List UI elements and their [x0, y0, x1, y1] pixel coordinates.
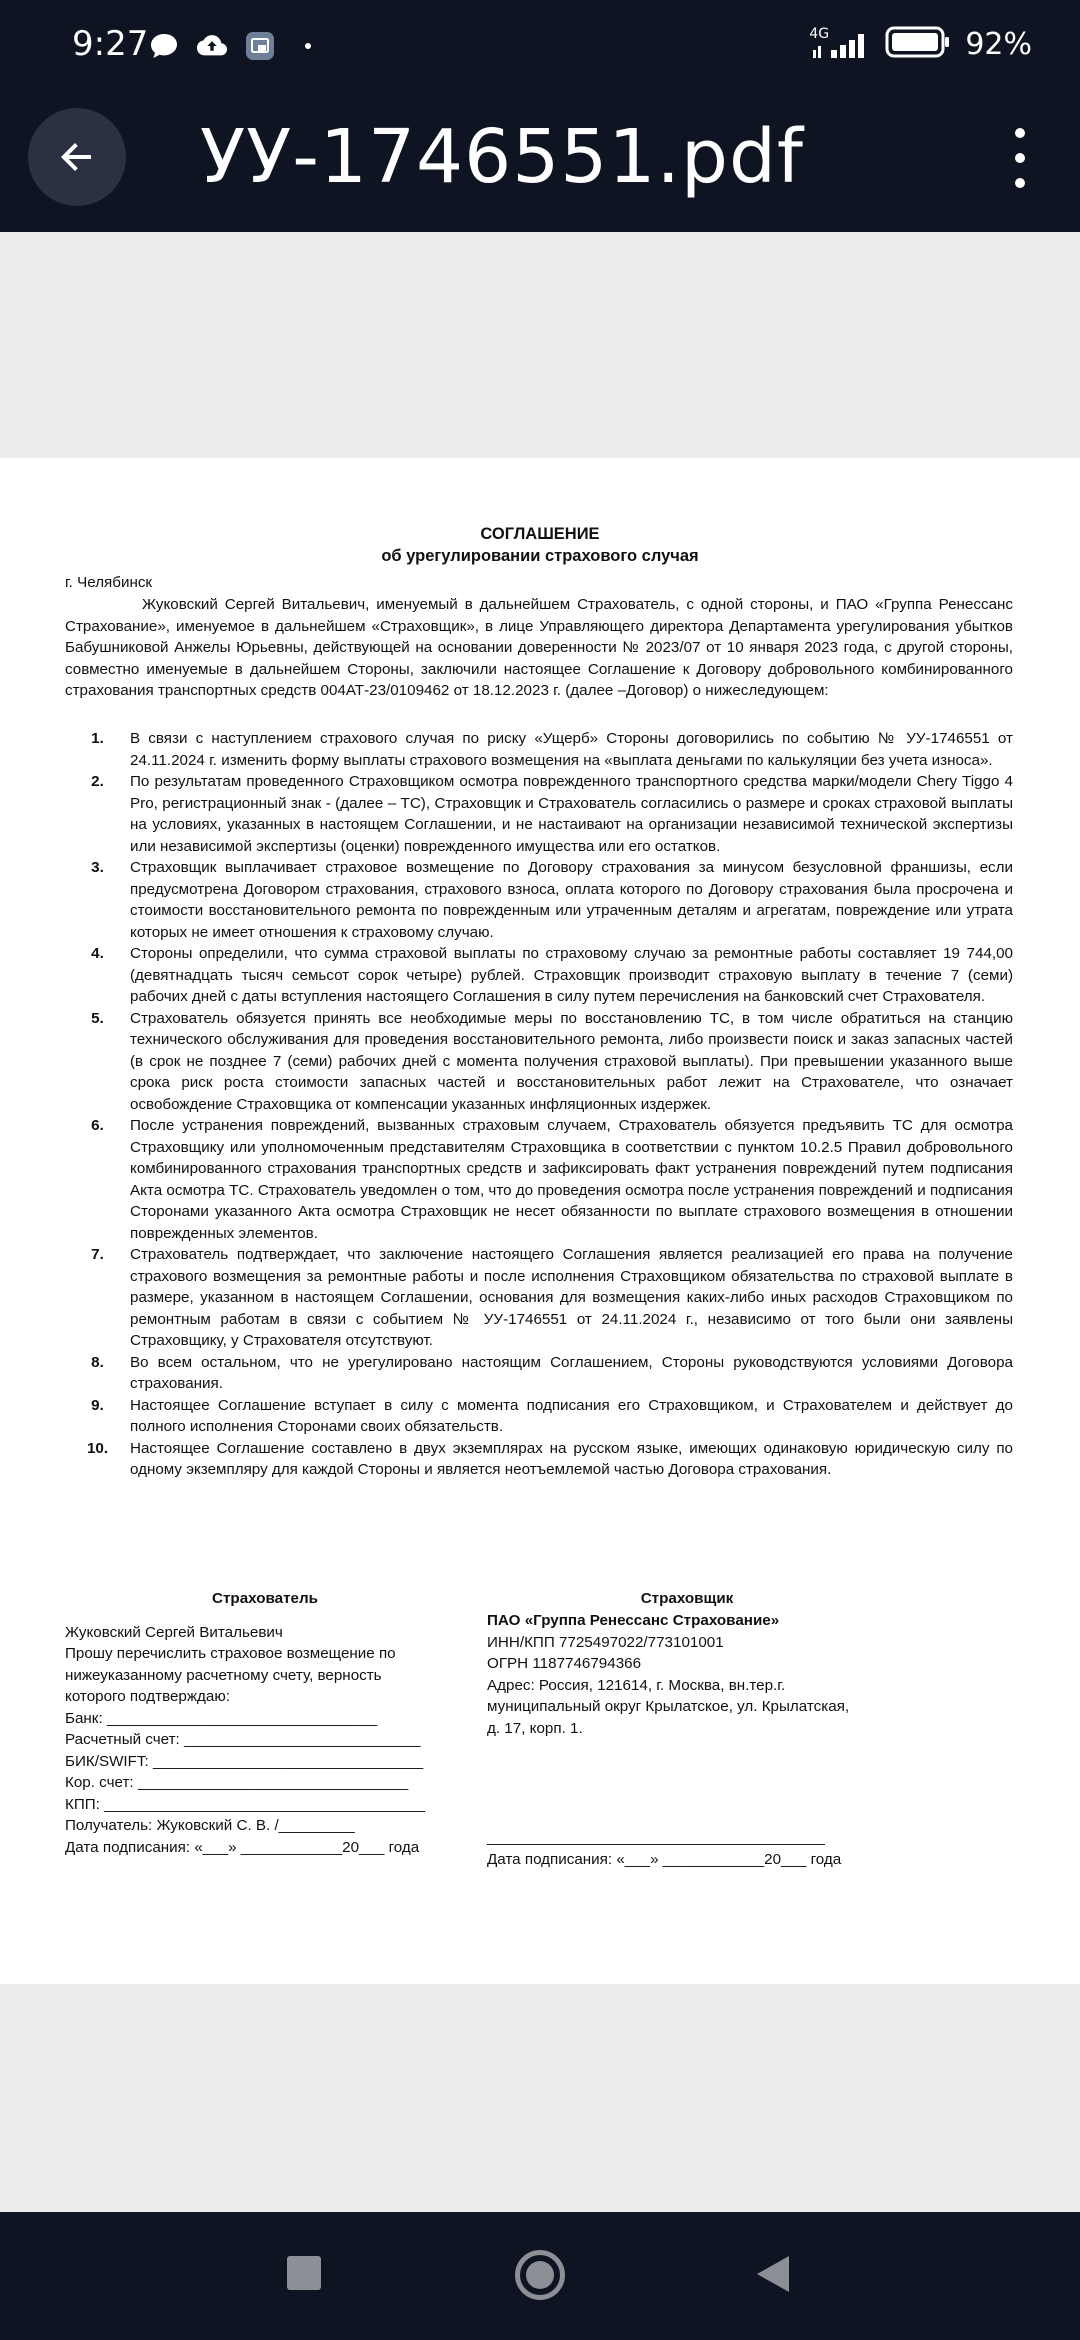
pdf-page[interactable] — [0, 458, 1080, 1984]
battery-icon — [885, 26, 951, 63]
bik-field: БИК/SWIFT: ________________________________ — [65, 1752, 424, 1770]
intro-paragraph: Жуковский Сергей Витальевич, именуемый в дальнейшем Страхователь, с одной стороны, и ПАО «Группа Ренессанс Страхование», именуемое в дальнейшем «Страховщик», в лице Управляющего директора Департамента урегулирования убытков Бабушниковой Анжелы Юрьевны, действующей на основании доверенности № 2023/07 от 10 января 2023 года, с другой стороны, совместно именуемые в дальнейшем Стороны, заключили настоящее Соглашение к Договору добровольного комбинированного страхования транспортных средств 004АТ-23/0109462 от 18.12.2023 г. (далее –Договор) о нижеследующем: — [65, 596, 1013, 699]
bank-field: Банк: ________________________________ — [65, 1709, 378, 1727]
clause — [65, 1352, 1013, 1395]
clause-text: Стороны определили, что сумма страховой выплаты по страховому случаю за ремонтные работы составляет 19 744,00 (девятнадцать тысяч семьсот сорок четыре) рублей. Страховщик производит страховую выплату в течение 7 (семи) рабочих дней с даты вступления настоящего Соглашения в силу путем перечисления на банковский счет Страхователя. — [130, 945, 1013, 1005]
clause-number: 10. — [86, 1439, 109, 1457]
clause — [65, 857, 1013, 943]
nav-back-button[interactable] — [757, 2256, 789, 2292]
insured-heading: Страхователь — [212, 1590, 318, 1607]
cloud-upload-icon — [196, 30, 228, 62]
insured-date-field: Дата подписания: «___» ____________20___ года — [65, 1838, 420, 1856]
insurer-heading: Страховщик — [640, 1590, 734, 1607]
back-button[interactable] — [28, 108, 126, 206]
clause — [65, 1008, 1013, 1116]
network-type: 4G — [809, 25, 830, 42]
clause — [65, 1244, 1013, 1352]
home-circle-icon — [526, 2261, 554, 2289]
clause — [65, 1438, 1013, 1481]
home-button[interactable] — [515, 2250, 565, 2300]
clause — [65, 728, 1013, 771]
insured-signature-block — [65, 1588, 465, 1858]
clause-number: 8. — [91, 1353, 104, 1371]
clause-text: Страхователь подтверждает, что заключение настоящего Соглашения является реализацией его права на получение страхового возмещения за ремонтные работы и после исполнения Страховщиком обязательства по страховой выплате в размере, указанном в настоящем Соглашении, основания для возмещения каких-либо иных расходов Страховщиком по ремонтным работам в связи с событием № УУ-1746551 от 24.11.2024 г., независимо от того были они заявлены Страховщику, у Страхователя отсутствуют. — [130, 1246, 1013, 1349]
clause-number: 5. — [91, 1009, 104, 1027]
clauses-list — [65, 728, 1013, 1481]
notification-icons — [148, 30, 324, 62]
clause — [65, 1115, 1013, 1244]
status-bar — [0, 0, 1080, 78]
kpp-field: КПП: ______________________________________ — [65, 1795, 426, 1813]
clause — [65, 771, 1013, 857]
clause-number: 2. — [91, 773, 104, 790]
insurer-ogrn: ОГРН 1187746794366 — [487, 1655, 642, 1672]
insurer-address-line: Адрес: Россия, 121614, г. Москва, вн.тер.г. — [487, 1676, 786, 1694]
status-right — [809, 26, 1032, 63]
clause-text: Настоящее Соглашение вступает в силу с момента подписания его Страховщиком, и Страхователем и действует до полного исполнения Сторонами своих обязательств. — [130, 1396, 1013, 1435]
clause-text: В связи с наступлением страхового случая по риску «Ущерб» Стороны договорились по событию № УУ-1746551 от 24.11.2024 г. изменить форму выплаты страхового возмещения на «выплата деньгами по калькуляции без учета износа». — [130, 730, 1013, 769]
dot-icon — [292, 30, 324, 62]
clause — [65, 1395, 1013, 1438]
app-bar — [0, 78, 1080, 232]
insured-request-line: Прошу перечислить страховое возмещение по — [65, 1645, 396, 1662]
clause-text: Настоящее Соглашение составлено в двух экземплярах на русском языке, имеющих одинаковую юридическую силу по одному экземпляру для каждой Стороны и является неотъемлемой частью Договора страхования. — [130, 1439, 1013, 1478]
more-vert-icon-dot — [1015, 178, 1025, 188]
account-field: Расчетный счет: ____________________________ — [65, 1731, 421, 1748]
signal-icon — [809, 25, 871, 62]
document-title: УУ-1746551.pdf — [200, 114, 804, 200]
screen-mirror-icon — [244, 30, 276, 62]
clause-number: 6. — [91, 1117, 104, 1134]
insurer-name: ПАО «Группа Ренессанс Страхование» — [487, 1612, 780, 1629]
clause-text: Во всем остальном, что не урегулировано настоящим Соглашением, Стороны руководствуются условиями Договора страхования. — [130, 1353, 1013, 1392]
clause-text: Страхователь обязуется принять все необходимые меры по восстановлению ТС, в том числе обратиться на станцию технического обслуживания для проведения восстановительного ремонта, либо произвести поиск и заказ запасных частей (в срок не позднее 7 (семи) рабочих дней с момента получения страховой выплаты). При превышении указанного выше срока риск роста стоимости запасных частей и восстановительных работ лежит на Страхователе, что означает освобождение Страховщика от компенсации указанных инфляционных издержек. — [130, 1009, 1013, 1113]
battery-level: 92% — [965, 27, 1032, 62]
insurer-address-line: д. 17, корп. 1. — [487, 1719, 583, 1737]
agreement-title: СОГЛАШЕНИЕ — [480, 525, 600, 543]
clause-number: 3. — [91, 859, 104, 876]
arrow-left-icon — [57, 137, 97, 177]
clause — [65, 943, 1013, 1008]
insurer-address-line: муниципальный округ Крылатское, ул. Крылатская, — [487, 1698, 850, 1715]
system-nav-bar — [0, 2212, 1080, 2340]
clause-number: 4. — [91, 945, 104, 962]
clause-text: По результатам проведенного Страховщиком осмотра поврежденного транспортного средства марки/модели Chery Tiggo 4 Pro, регистрационный знак - (далее – ТС), Страховщик и Страхователь согласились о размере и сроках страховой выплаты на условиях, указанных в настоящем Соглашении, и не настаивают на организации независимой технической экспертизы или независимой экспертизы (оценки) поврежденного имущества или его остатков. — [130, 773, 1013, 855]
insured-name: Жуковский Сергей Витальевич — [65, 1623, 283, 1641]
more-vert-icon — [1015, 128, 1025, 138]
clause-number: 9. — [91, 1396, 104, 1414]
more-vert-icon-dot — [1015, 153, 1025, 163]
recipient-field: Получатель: Жуковский С. В. /_________ — [65, 1817, 355, 1834]
clause-text: После устранения повреждений, вызванных страховым случаем, Страхователь обязуется предъявить ТС для осмотра Страховщику или уполномоченным представителям Страховщика в соответствии с пунктом 10.2.5 Правил добровольного комбинированного страхования транспортных средств и зафиксировать факт устранения повреждений путем подписания Акта осмотра ТС. Страхователь уведомлен о том, что до проведения осмотра после устранения повреждений и подписания Сторонами указанного Акта осмотра Страховщик не несет обязанности по выплате страхового возмещения в отношении поврежденных элементов. — [130, 1117, 1013, 1242]
recent-apps-button[interactable] — [287, 2256, 321, 2290]
corr-account-field: Кор. счет: ________________________________ — [65, 1774, 409, 1791]
insured-request-line: которого подтверждаю: — [65, 1688, 230, 1705]
clause-number: 7. — [91, 1246, 104, 1263]
insurer-signature-line: ________________________________________ — [487, 1829, 825, 1846]
insurer-inn: ИНН/КПП 7725497022/773101001 — [487, 1633, 724, 1651]
chat-bubble-icon — [148, 30, 180, 62]
insurer-date-field: Дата подписания: «___» ____________20___ года — [487, 1850, 842, 1868]
clause-text: Страховщик выплачивает страховое возмещение по Договору страхования за минусом безусловной франшизы, если предусмотрена Договором страхования, страхового взноса, оплата которого по Договору страхования была просрочена и стоимости восстановительного ремонта по поврежденным или утраченным деталям и агрегатам, повреждение или утрата которых не имеет отношения к страховому случаю. — [130, 859, 1013, 941]
insured-request-line: нижеуказанному расчетному счету, верность — [65, 1666, 382, 1684]
status-time: 9:27 — [72, 24, 149, 64]
city: г. Челябинск — [65, 574, 153, 591]
more-options-button[interactable] — [1000, 128, 1040, 188]
agreement-subtitle: об урегулировании страхового случая — [381, 547, 699, 565]
clause-number: 1. — [91, 730, 104, 747]
insurer-signature-block — [487, 1590, 927, 1870]
